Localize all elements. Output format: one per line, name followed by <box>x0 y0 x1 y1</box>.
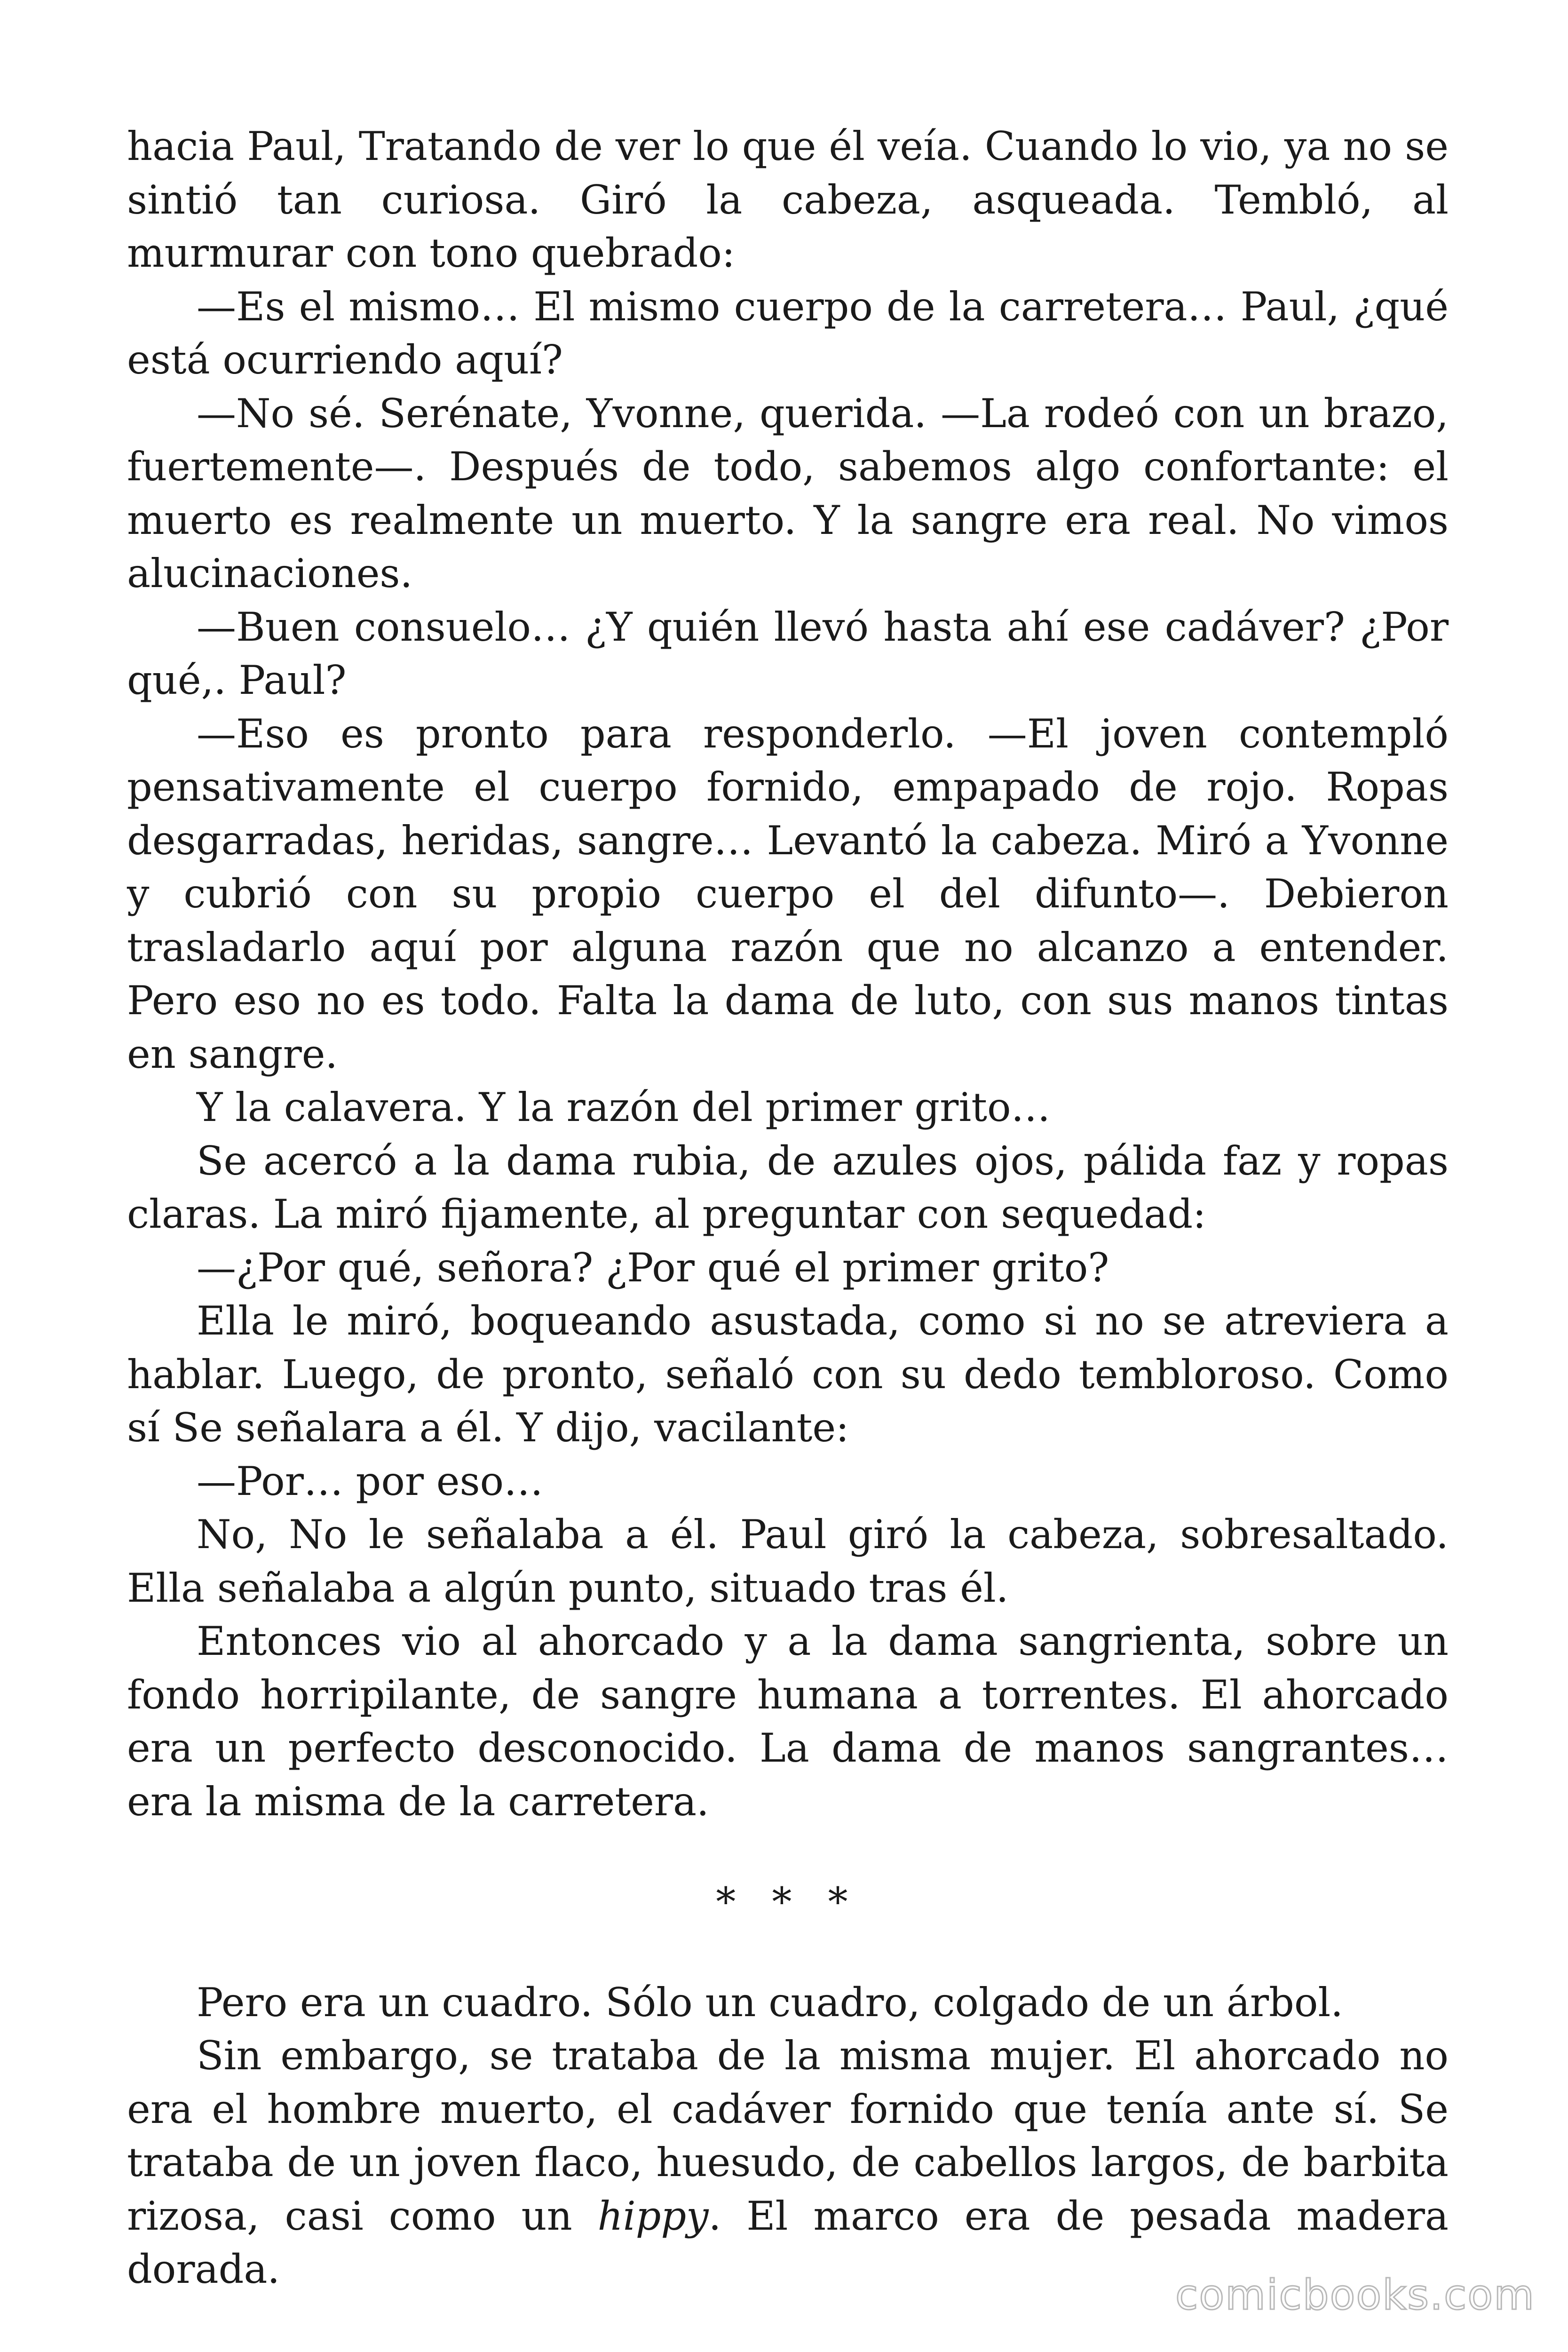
paragraph: hacia Paul, Tratando de ver lo que él veía. Cuando lo vio, ya no se sintió tan curiosa. Giró la cabeza, asqueada. Tembló, al murmurar con tono quebrado: <box>127 123 1449 276</box>
paragraph: —Buen consuelo… ¿Y quién llevó hasta ahí ese cadáver? ¿Por qué,. Paul? <box>127 604 1449 703</box>
paragraph: Y la calavera. Y la razón del primer grito… <box>197 1084 1051 1130</box>
paragraph: —Es el mismo… El mismo cuerpo de la carretera… Paul, ¿qué está ocurriendo aquí? <box>127 283 1449 383</box>
paragraph: Pero era un cuadro. Sólo un cuadro, colgado de un árbol. <box>197 1979 1343 2026</box>
paragraph: —¿Por qué, señora? ¿Por qué el primer grito? <box>197 1244 1109 1291</box>
watermark: comicbooks.com <box>1175 2271 1535 2319</box>
paragraph: No, No le señalaba a él. Paul giró la cabeza, sobresaltado. Ella señalaba a algún punto, situado tras él. <box>127 1511 1449 1611</box>
paragraph-text: Sin embargo, se trataba de la misma mujer. El ahorcado no era el hombre muerto, el cadáver fornido que tenía ante sí. Se trataba de un joven flaco, huesudo, de cabellos largos, de barbita rizosa, casi como un <box>127 2033 1449 2239</box>
italic-word: hippy <box>597 2193 709 2239</box>
section-separator: * * * <box>716 1879 860 1925</box>
paragraph: Ella le miró, boqueando asustada, como si no se atreviera a hablar. Luego, de pronto, señaló con su dedo tembloroso. Como sí Se señalara a él. Y dijo, vacilante: <box>127 1298 1449 1451</box>
paragraph: Entonces vio al ahorcado y a la dama sangrienta, sobre un fondo horripilante, de sangre humana a torrentes. El ahorcado era un perfecto desconocido. La dama de manos sangrantes… era la misma de la carretera. <box>127 1618 1449 1825</box>
paragraph: Se acercó a la dama rubia, de azules ojos, pálida faz y ropas claras. La miró fijamente, al preguntar con sequedad: <box>127 1137 1449 1237</box>
paragraph: —Por… por eso… <box>197 1458 544 1504</box>
paragraph <box>127 2029 1449 2296</box>
paragraph: —Eso es pronto para responderlo. —El joven contempló pensativamente el cuerpo fornido, empapado de rojo. Ropas desgarradas, heridas, sangre… Levantó la cabeza. Miró a Yvonne y cubrió con su propio cuerpo el del difunto—. Debieron trasladarlo aquí por alguna razón que no alcanzo a entender. Pero eso no es todo. Falta la dama de luto, con sus manos tintas en sangre. <box>127 710 1449 1077</box>
paragraph-tail: . El marco era de pesada madera dorada. <box>127 2193 1449 2292</box>
body-text <box>127 120 1449 2296</box>
paragraph: —No sé. Serénate, Yvonne, querida. —La rodeó con un brazo, fuertemente—. Después de todo, sabemos algo confortante: el muerto es realmente un muerto. Y la sangre era real. No vimos alucinaciones. <box>127 390 1449 596</box>
